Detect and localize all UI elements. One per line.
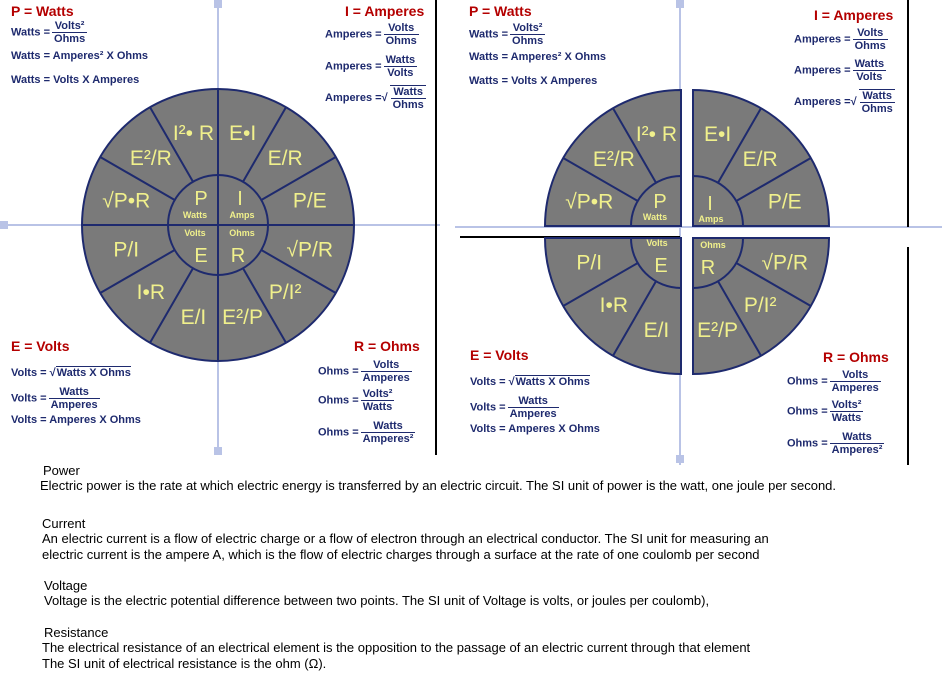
current-heading: I = Amperes	[345, 3, 425, 19]
left-segment-label: E/R	[267, 146, 303, 170]
r-center-ohms: Ohms	[700, 240, 726, 250]
left-segment-label: E²/R	[129, 146, 172, 170]
r-resistance-heading: R = Ohms	[823, 349, 889, 365]
r-center-amps: Amps	[698, 214, 724, 224]
left-segment-label: √P•R	[102, 189, 151, 213]
r-center-p: P	[653, 191, 667, 213]
power-section-title: Power	[43, 463, 80, 478]
voltage-section	[40, 578, 709, 609]
power-formula-1: Watts = $\frac{\text{Volts²}}{\text{Ohms}}$	[11, 20, 86, 45]
r-current-formula-1: Amperes = $\frac{\text{Volts}}{\text{Ohms}}$	[794, 27, 886, 52]
center-watts: Watts	[182, 210, 208, 220]
left-segment-label: P/E	[292, 189, 327, 213]
r-center-e: E	[654, 255, 668, 277]
center-i: I	[237, 188, 243, 210]
power-formula-3: Watts = Volts X Amperes	[11, 74, 140, 86]
right-segment-label: E²/P	[697, 318, 739, 342]
left-segment-label: I²• R	[172, 122, 215, 146]
left-segment-label: I•R	[136, 281, 166, 305]
r-power-formula-3: Watts = Volts X Amperes	[469, 75, 598, 87]
power-section-body-1: Electric power is the rate at which electric energy is transferred by an electric circuit. The SI unit of power is the watt, one joule per second.	[40, 478, 837, 493]
resistance-heading: R = Ohms	[354, 338, 420, 354]
voltage-heading: E = Volts	[11, 338, 70, 354]
r-center-r: R	[700, 257, 716, 279]
resistance-formula-2: Ohms = $\frac{\text{Volts²}}{\text{Watts}}$	[318, 388, 393, 413]
right-segment-label: E/I	[643, 318, 670, 342]
current-section	[40, 516, 769, 563]
center-amps: Amps	[229, 210, 255, 220]
r-voltage-formula-1: Volts = √Watts X Ohms	[470, 376, 590, 388]
left-segment-label: P/I	[113, 238, 140, 262]
power-heading: P = Watts	[11, 3, 74, 19]
left-panel	[0, 0, 440, 455]
left-segment-label: E•I	[228, 122, 257, 146]
r-power-heading: P = Watts	[469, 3, 532, 19]
resistance-section-title: Resistance	[44, 625, 109, 640]
right-segment-label: E/R	[742, 147, 778, 171]
r-resistance-formula-3: Ohms = $\frac{\text{Watts}}{\text{Amperes²}}$	[787, 431, 883, 456]
voltage-formula-2: Volts = $\frac{\text{Watts}}{\text{Amperes}}$	[11, 386, 98, 411]
center-r: R	[230, 245, 246, 267]
resistance-section	[40, 625, 750, 672]
r-current-formula-2: Amperes = $\frac{\text{Watts}}{\text{Volts}}$	[794, 58, 885, 83]
r-center-watts: Watts	[642, 212, 668, 222]
current-section-body-2: electric current is the ampere A, which is the flow of electric charges through a surface at the rate of one coulomb per second	[42, 547, 760, 562]
center-volts: Volts	[184, 228, 206, 238]
right-segment-label: P/E	[767, 190, 802, 214]
resistance-formula-1: Ohms = $\frac{\text{Volts}}{\text{Amperes}}$	[318, 359, 410, 384]
voltage-formula-1: Volts = √Watts X Ohms	[11, 367, 131, 379]
current-section-title: Current	[42, 516, 86, 531]
left-segment-label: √P/R	[286, 238, 334, 262]
right-segment-label: I•R	[599, 294, 629, 318]
center-ohms: Ohms	[229, 228, 255, 238]
r-resistance-formula-2: Ohms = $\frac{\text{Volts²}}{\text{Watts}}$	[787, 399, 862, 424]
r-resistance-formula-1: Ohms = $\frac{\text{Volts}}{\text{Amperes}}$	[787, 369, 879, 394]
right-segment-label: E²/R	[592, 147, 635, 171]
right-segment-label: P/I	[576, 251, 603, 275]
current-formula-2: Amperes = $\frac{\text{Watts}}{\text{Volts}}$	[325, 54, 416, 79]
r-power-formula-1: Watts = $\frac{\text{Volts²}}{\text{Ohms}}$	[469, 22, 544, 47]
resistance-section-body-1: The electrical resistance of an electrical element is the opposition to the passage of an electric current through that element	[42, 640, 751, 655]
left-segment-label: P/I²	[268, 281, 302, 305]
r-voltage-formula-2: Volts = $\frac{\text{Watts}}{\text{Amperes}}$	[470, 395, 557, 420]
power-formula-2: Watts = Amperes² X Ohms	[11, 50, 149, 62]
left-segment-label: E/I	[180, 305, 207, 329]
r-voltage-heading: E = Volts	[470, 347, 529, 363]
voltage-section-title: Voltage	[44, 578, 88, 593]
center-p: P	[194, 188, 208, 210]
right-panel	[455, 0, 942, 465]
right-segment-label: P/I²	[743, 294, 777, 318]
current-section-body-1: An electric current is a flow of electric charge or a flow of electron through an electrical conductor. The SI unit for measuring an	[42, 531, 769, 546]
resistance-formula-3: Ohms = $\frac{\text{Watts}}{\text{Amperes²}}$	[318, 420, 414, 445]
center-e: E	[194, 245, 208, 267]
r-center-i: I	[707, 193, 713, 215]
current-formula-3: Amperes =√ $\frac{\text{Watts}}{\text{Ohms}}$	[325, 86, 424, 111]
voltage-formula-3: Volts = Amperes X Ohms	[11, 414, 141, 426]
right-segment-label: √P•R	[565, 190, 614, 214]
r-power-formula-2: Watts = Amperes² X Ohms	[469, 51, 607, 63]
right-segment-label: √P/R	[761, 251, 809, 275]
r-current-heading: I = Amperes	[814, 7, 894, 23]
voltage-section-body-1: Voltage is the electric potential difference between two points. The SI unit of Voltage is volts, or joules per coulomb),	[44, 593, 710, 608]
resistance-section-body-2: The SI unit of electrical resistance is the ohm (Ω).	[42, 656, 327, 671]
left-segment-label: E²/P	[222, 305, 264, 329]
right-segment-label: E•I	[703, 123, 732, 147]
power-section	[40, 463, 836, 494]
right-segment-label: I²• R	[635, 123, 678, 147]
r-center-volts: Volts	[646, 238, 668, 248]
current-formula-1: Amperes = $\frac{\text{Volts}}{\text{Ohms}}$	[325, 22, 417, 47]
r-current-formula-3: Amperes =√ $\frac{\text{Watts}}{\text{Ohms}}$	[794, 90, 893, 115]
r-voltage-formula-3: Volts = Amperes X Ohms	[470, 423, 600, 435]
